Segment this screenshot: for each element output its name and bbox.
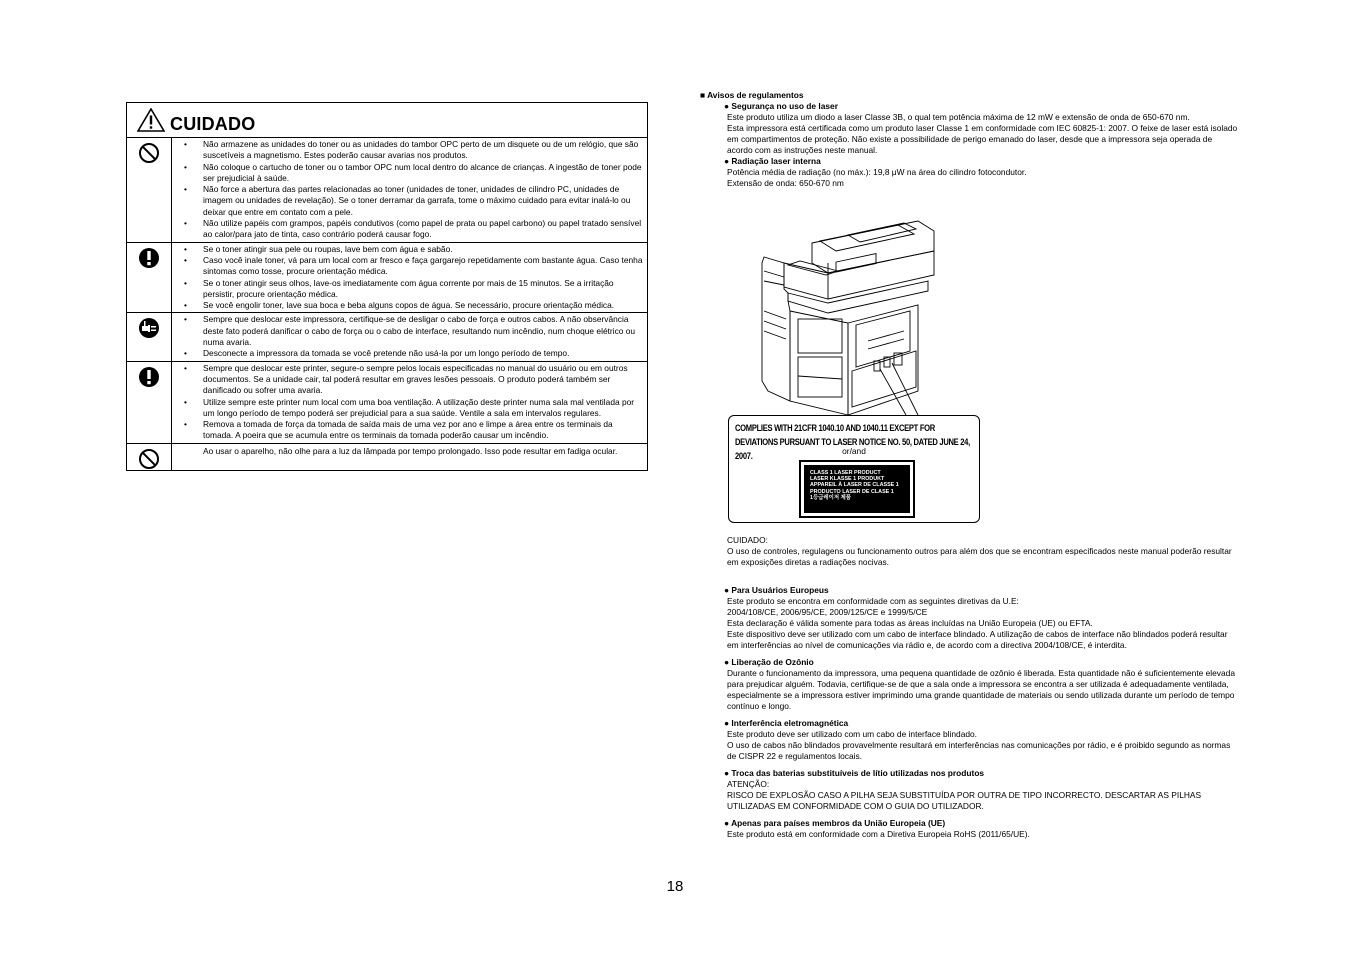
caution-row — [127, 313, 648, 361]
caution-text: Ao usar o aparelho, não olhe para a luz da lâmpada por tempo prolongado. Isso pode resultar em fadiga ocular. — [203, 445, 618, 456]
list-item: • Sempre que deslocar este printer, segure-o sempre pelos locais especificadas no manual do usuário ou em outros documentos. Se a unidade cair, tal poderá resultar em graves lesões pessoais. O produto poderá também ser danificado ou sofrer uma avaria. — [172, 363, 643, 397]
list-item: • Sempre que deslocar este impressora, certifique-se de desligar o cabo de força e outros cabos. A não observância deste fato poderá danificar o cabo de força ou o cabo de interface, resultando num incêndio, num choque elétrico ou numa avaria. — [172, 314, 643, 348]
plate-text: PRODUCTO LASER DE CLASE 1 — [810, 488, 894, 495]
compliance-text: COMPLIES WITH 21CFR 1040.10 AND 1040.11 EXCEPT FOR — [735, 423, 935, 434]
laser-safety-title: ● Segurança no uso de laser — [724, 101, 838, 111]
eu-users-text: Esta declaração é válida somente para todas as áreas incluídas na União Europeia (UE) ou EFTA. — [727, 618, 1093, 628]
prohibition-icon — [138, 448, 160, 470]
list-item: • Não utilize papéis com grampos, papéis condutivos (como papel de prata ou papel carbono) ou papel tratado sensível ao calor/para jato de tinta, caso contrário poderá causar fogo. — [172, 218, 643, 241]
plate-text: LASER KLASSE 1 PRODUKT — [810, 476, 885, 483]
warning-triangle-icon — [137, 108, 165, 132]
list-item: • Não coloque o cartucho de toner ou o tambor OPC num local dentro do alcance de crianças. A ingestão de toner pode ser prejudicial à saúde. — [172, 162, 643, 185]
ozone-text: Durante o funcionamento da impressora, uma pequena quantidade de ozônio é liberada. Esta quantidade não é suficientemente elevada para prejudicar alguém. Todavia, certifique-se de que a sala onde a impressora se encontra a ser utilizada é adequadamente ventilada, especialmente se a impressora estiver imprimindo uma grande quantidade de materiais ou sendo utilizada durante um período de tempo contínuo e longo. — [727, 668, 1235, 711]
emi-text: Este produto deve ser utilizado com um cabo de interface blindado. — [727, 729, 978, 739]
caution-title: CUIDADO — [170, 114, 256, 134]
radiation-text: Potência média de radiação (no máx.): 19,8 μW na área do cilindro fotocondutor. — [727, 167, 1027, 177]
plate-text: CLASS 1 LASER PRODUCT — [810, 470, 881, 476]
page-number: 18 — [666, 878, 684, 895]
eu-members-title: ● Apenas para países membros da União Europeia (UE) — [724, 818, 946, 828]
printer-figure — [728, 201, 980, 521]
caution-row — [127, 361, 648, 443]
list-item: • Remova a tomada de força da tomada de saída mais de uma vez por ano e limpe a área entre os terminais da tomada. A poeira que se acumula entre os terminais da tomada poderão causar um incêndio. — [172, 419, 643, 442]
eu-members-text: Este produto está em conformidade com a Diretiva Europeia RoHS (2011/65/UE). — [727, 829, 1030, 839]
plate-text: 1등급레이저 제품 — [810, 494, 851, 501]
laser-safety-text: Esta impressora está certificada como um produto laser Classe 1 em conformidade com IEC 60825-1: 2007. O feixe de laser está isolado em compartimentos de proteção. Não existe a possibilidade de perigo emanado do laser, desde que a impressora seja operada de acordo com as instruções neste manual. — [727, 123, 1238, 155]
ozone-title: ● Liberação de Ozônio — [724, 657, 814, 667]
caution-section — [126, 102, 648, 471]
list-item: • Não armazene as unidades do toner ou as unidades do tambor OPC perto de um disquete ou de um relógio, que são suscetíveis a magnetismo. Estes poderão causar avarias nos produtos. — [172, 139, 643, 162]
eu-users-title: ● Para Usuários Europeus — [724, 585, 829, 595]
list-item: • Não force a abertura das partes relacionadas ao toner (unidades de toner, unidades de cilindro PC, unidades de imagem ou unidades de revelação). Se o toner derramar da garrafa, tome o máximo cuidado para evitar inalá-lo ou deixar que entre em contato com a pele. — [172, 184, 643, 218]
plate-text: APPAREIL À LASER DE CLASSE 1 — [810, 482, 899, 489]
radiation-title: ● Radiação laser interna — [724, 156, 821, 166]
compliance-label — [728, 415, 980, 523]
mandatory-icon — [138, 366, 160, 388]
printer-illustration — [728, 201, 980, 415]
prohibition-icon — [138, 142, 160, 164]
emi-text: O uso de cabos não blindados provavelmente resultará em interferências nas comunicações por rádio, e é proibido segundo as normas de CISPR 22 e regulamentos locais. — [727, 740, 1231, 761]
list-item: • Caso você inale toner, vá para um local com ar fresco e faça gargarejo repetidamente com bastante água. Caso tenha sintomas como tosse, procure orientação médica. — [172, 255, 643, 278]
list-item: • Utilize sempre este printer num local com uma boa ventilação. A utilização deste printer numa sala mal ventilada por um longo período de tempo poderá ser prejudicial para a sua saúde. Ventile a sala em intervalos regulares. — [172, 397, 643, 420]
section-heading: ■ Avisos de regulamentos — [700, 90, 804, 100]
list-item: • Se o toner atingir sua pele ou roupas, lave bem com água e sabão. — [172, 244, 643, 255]
laser-class-plate — [799, 460, 915, 518]
list-item: • Desconecte a impressora da tomada se você pretende não usá-la por um longo período de tempo. — [172, 348, 643, 359]
caution-header — [127, 103, 648, 138]
regulations-section — [700, 90, 1240, 840]
radiation-text: Extensão de onda: 650-670 nm — [727, 178, 844, 188]
eu-users-text: Este dispositivo deve ser utilizado com um cabo de interface blindado. A utilização de cabos de interface não blindados poderá resultar em interferências ao nível de comunicações via rádio e, de acordo com a directiva 2004/108/CE, é interdita. — [727, 629, 1228, 650]
caution-paragraph: O uso de controles, regulagens ou funcionamento outros para além dos que se encontram especificados neste manual poderão resultar em exposições diretas a radiações nocivas. — [727, 546, 1232, 567]
mandatory-icon — [138, 247, 160, 269]
caution-row — [127, 138, 648, 243]
list-item: • Se você engolir toner, lave sua boca e beba alguns copos de água. Se necessário, procure orientação médica. — [172, 300, 643, 311]
caution-word: CUIDADO: — [727, 535, 768, 545]
battery-text: RISCO DE EXPLOSÃO CASO A PILHA SEJA SUBSTITUÍDA POR OUTRA DE TIPO INCORRECTO. DESCARTAR AS PILHAS UTILIZADAS EM CONFORMIDADE COM O GUIA DO UTILIZADOR. — [727, 790, 1202, 811]
battery-text: ATENÇÃO: — [727, 779, 770, 789]
caution-row — [127, 242, 648, 313]
compliance-text: DEVIATIONS PURSUANT TO LASER NOTICE NO. 50, DATED JUNE 24, 2007. — [735, 436, 970, 462]
emi-title: ● Interferência eletromagnética — [724, 718, 849, 728]
battery-title: ● Troca das baterias substituíveis de lítio utilizadas nos produtos — [724, 768, 985, 778]
unplug-icon — [138, 317, 160, 339]
laser-safety-text: Este produto utiliza um diodo a laser Classe 3B, o qual tem potência máxima de 12 mW e extensão de onda de 650-670 nm. — [727, 112, 1190, 122]
or-and-text: or/and — [842, 446, 866, 456]
eu-users-text: Este produto se encontra em conformidade com as seguintes diretivas da U.E: — [727, 596, 1019, 606]
caution-table — [126, 102, 648, 471]
caution-row — [127, 443, 648, 470]
list-item: • Se o toner atingir seus olhos, lave-os imediatamente com água corrente por mais de 15 minutos. Se a irritação persistir, procure orientação médica. — [172, 278, 643, 301]
eu-users-text: 2004/108/CE, 2006/95/CE, 2009/125/CE e 1999/5/CE — [727, 607, 928, 617]
